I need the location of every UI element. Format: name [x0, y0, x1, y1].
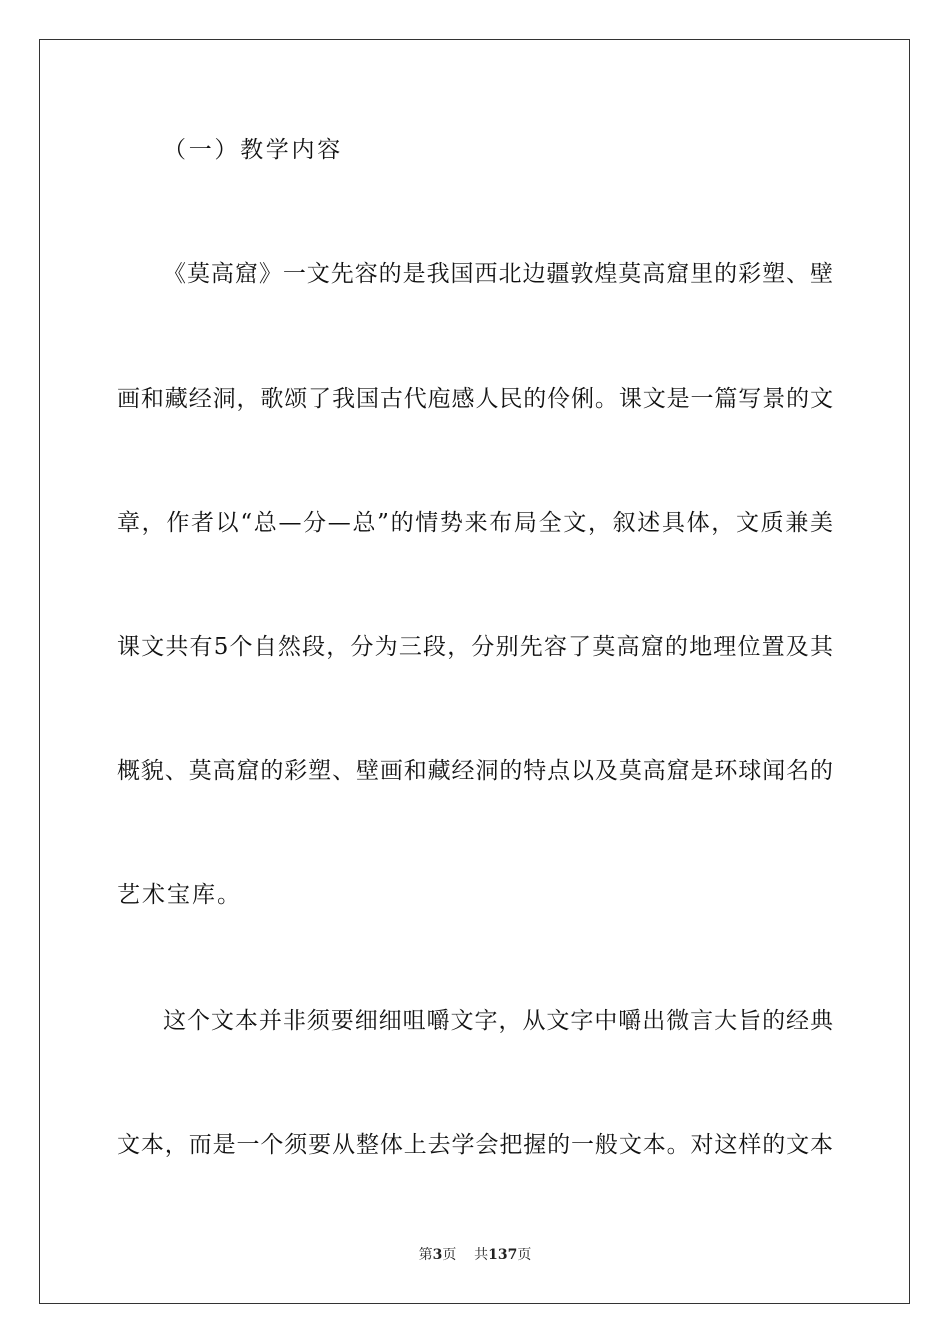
footer-total-number: 137	[488, 1247, 518, 1263]
footer-page-number: 3	[432, 1247, 443, 1263]
footer-page-prefix: 第	[418, 1247, 433, 1263]
paragraph-3-line-2: 文本，而是一个须要从整体上去学会把握的一般文本。对这样的文本	[117, 1132, 833, 1158]
paragraph-3-line-1: 这个文本并非须要细细咀嚼文字，从文字中嚼出微言大旨的经典	[163, 1008, 833, 1034]
footer-page-suffix: 页	[442, 1247, 457, 1263]
page-border	[39, 39, 910, 1304]
page-footer	[0, 1246, 950, 1264]
footer-total-prefix: 共	[474, 1247, 489, 1263]
paragraph-2-line-1: 课文共有5个自然段，分为三段，分别先容了莫高窟的地理位置及其	[117, 634, 833, 660]
paragraph-1-line-3: 章，作者以“总—分—总”的情势来布局全文，叙述具体，文质兼美	[117, 510, 833, 536]
section-heading: （一）教学内容	[163, 137, 343, 163]
paragraph-1-line-1: 《莫高窟》一文先容的是我国西北边疆敦煌莫高窟里的彩塑、壁	[163, 261, 833, 287]
paragraph-2-line-3: 艺术宝库。	[117, 882, 242, 908]
footer-total-suffix: 页	[517, 1247, 532, 1263]
paragraph-2-line-2: 概貌、莫高窟的彩塑、壁画和藏经洞的特点以及莫高窟是环球闻名的	[117, 758, 833, 784]
paragraph-1-line-2: 画和藏经洞，歌颂了我国古代庖感人民的伶俐。课文是一篇写景的文	[117, 386, 833, 412]
